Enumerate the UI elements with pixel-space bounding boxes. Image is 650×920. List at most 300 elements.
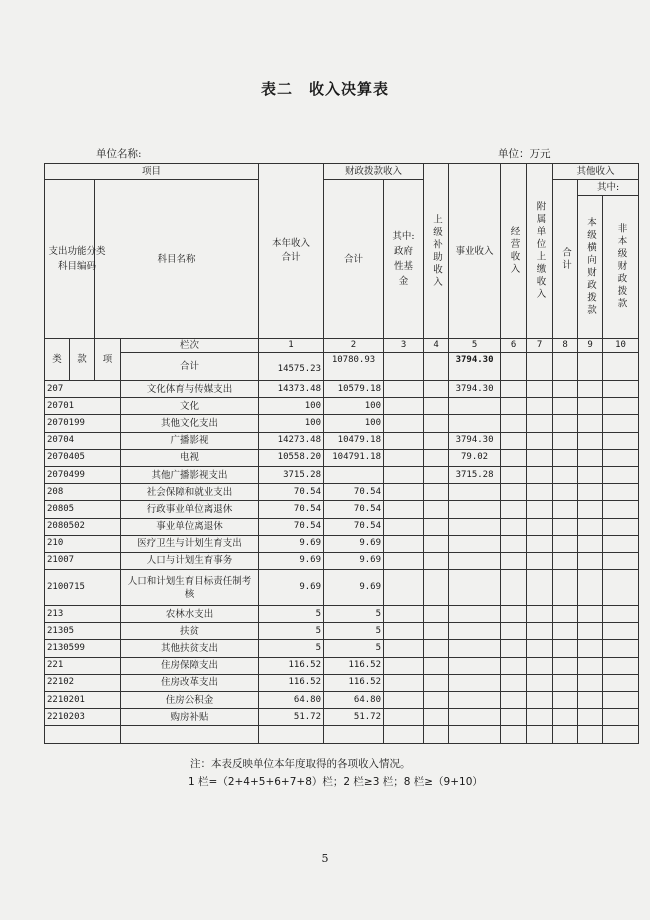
cell [578,552,603,569]
cell [384,726,424,743]
row-business [449,415,501,432]
cell [603,535,639,552]
col-num: 10 [603,339,639,353]
row-fiscal: 10579.18 [324,381,384,398]
cell [603,570,639,606]
cell [501,606,527,623]
cell [553,692,578,709]
row-fiscal: 70.54 [324,501,384,518]
row-total: 70.54 [259,484,324,501]
cell [501,640,527,657]
row-business [449,657,501,674]
cell [578,674,603,691]
row-business [449,606,501,623]
cell [578,398,603,415]
cell [603,552,639,569]
header-total [259,164,324,339]
cell [553,381,578,398]
row-subject-name: 文化 [121,398,259,415]
cell [384,692,424,709]
cell [553,570,578,606]
cell [578,657,603,674]
cell [424,570,449,606]
cell [603,466,639,483]
row-subject-name: 社会保障和就业支出 [121,484,259,501]
col-num: 7 [527,339,553,353]
table-row [45,415,639,432]
row-subject-name: 住房改革支出 [121,674,259,691]
row-total: 5 [259,623,324,640]
cell [578,484,603,501]
cell [501,709,527,726]
col-num: 1 [259,339,324,353]
header-kuan: 款 [70,339,95,381]
row-code: 22102 [45,674,121,691]
cell [578,640,603,657]
header-of-which: 其中: [578,180,639,196]
cell [384,640,424,657]
row-subject-name: 电视 [121,449,259,466]
cell [384,623,424,640]
row-business: 3794.30 [449,381,501,398]
cell [603,623,639,640]
header-other-group: 其他收入 [553,164,639,180]
total-row-total: 14575.23 [259,353,324,381]
cell [424,657,449,674]
col-num: 8 [553,339,578,353]
row-code: 2210201 [45,692,121,709]
cell [578,606,603,623]
header-horizontal [578,196,603,339]
row-total: 70.54 [259,501,324,518]
row-code: 207 [45,381,121,398]
cell [501,381,527,398]
table-row [45,623,639,640]
row-fiscal: 9.69 [324,570,384,606]
cell [424,415,449,432]
note-line-2: 1 栏=（2+4+5+6+7+8）栏；2 栏≥3 栏；8 栏≥（9+10） [188,776,483,788]
table-row [45,606,639,623]
row-fiscal: 51.72 [324,709,384,726]
cell [384,657,424,674]
header-fiscal-group: 财政拨款收入 [324,164,424,180]
cell [424,623,449,640]
row-total: 9.69 [259,552,324,569]
col-num: 2 [324,339,384,353]
row-business: 3715.28 [449,466,501,483]
cell [603,353,639,381]
row-subject-name: 医疗卫生与计划生育支出 [121,535,259,552]
header-affiliated [527,164,553,339]
row-code: 2070405 [45,449,121,466]
header-upper-subsidy [424,164,449,339]
cell [578,692,603,709]
cell [501,623,527,640]
cell [384,501,424,518]
cell [424,398,449,415]
cell [501,552,527,569]
row-subject-name: 其他广播影视支出 [121,466,259,483]
row-business: 3794.30 [449,432,501,449]
cell [384,484,424,501]
col-num: 6 [501,339,527,353]
cell [578,726,603,743]
table-row [45,449,639,466]
row-fiscal: 100 [324,415,384,432]
cell [553,415,578,432]
total-row-fiscal: 10780.93 [324,353,384,381]
cell [553,535,578,552]
cell [424,449,449,466]
row-fiscal [324,726,384,743]
cell [527,552,553,569]
row-total: 100 [259,398,324,415]
cell [578,570,603,606]
cell [527,518,553,535]
cell [501,449,527,466]
page-number: 5 [321,852,329,865]
row-code [45,726,121,743]
cell [527,398,553,415]
cell [578,432,603,449]
row-subject-name: 扶贫 [121,623,259,640]
row-total: 100 [259,415,324,432]
cell [603,415,639,432]
row-business [449,518,501,535]
header-operating [501,164,527,339]
cell [527,415,553,432]
cell [424,606,449,623]
cell [384,570,424,606]
cell [603,674,639,691]
cell [553,353,578,381]
row-fiscal: 70.54 [324,484,384,501]
row-total: 10558.20 [259,449,324,466]
income-table [44,163,639,744]
header-subject: 科目名称 [95,180,259,339]
cell [527,709,553,726]
cell [424,692,449,709]
row-total: 64.80 [259,692,324,709]
cell [527,692,553,709]
cell [578,501,603,518]
header-other-total-text: 合计 [560,246,572,272]
cell [384,381,424,398]
table-row [45,381,639,398]
cell [553,432,578,449]
row-subject-name: 人口与计划生育事务 [121,552,259,569]
col-num: 9 [578,339,603,353]
cell [527,535,553,552]
header-horizontal-text: 本级横向财政拨款 [585,217,597,317]
cell [501,570,527,606]
header-affiliated-text: 附属单位上缴收入 [534,201,546,301]
row-total: 14373.48 [259,381,324,398]
cell [578,381,603,398]
cell [527,570,553,606]
row-total: 116.52 [259,674,324,691]
cell [553,484,578,501]
row-fiscal: 9.69 [324,535,384,552]
cell [603,484,639,501]
row-total: 3715.28 [259,466,324,483]
cell [424,501,449,518]
row-fiscal: 9.69 [324,552,384,569]
header-code [45,180,106,339]
table-row [45,432,639,449]
cell [501,398,527,415]
cell [501,353,527,381]
cell [424,552,449,569]
unit-label: 单位：万元 [498,148,551,160]
table-row [45,657,639,674]
page-title: 表二 收入决算表 [260,80,389,98]
header-gov-fund [384,180,424,339]
cell [527,623,553,640]
cell [603,381,639,398]
cell [501,518,527,535]
cell [578,415,603,432]
row-subject-name [121,726,259,743]
table-row [45,518,639,535]
row-total: 51.72 [259,709,324,726]
cell [578,466,603,483]
row-business [449,709,501,726]
cell [603,606,639,623]
col-num: 3 [384,339,424,353]
cell [553,709,578,726]
cell [553,623,578,640]
row-fiscal: 104791.18 [324,449,384,466]
cell [603,518,639,535]
cell [501,415,527,432]
row-total: 70.54 [259,518,324,535]
cell [603,398,639,415]
row-subject-name: 广播影视 [121,432,259,449]
cell [578,709,603,726]
row-business [449,398,501,415]
row-business [449,484,501,501]
cell [424,709,449,726]
cell [501,535,527,552]
cell [501,674,527,691]
table-row [45,501,639,518]
row-business [449,640,501,657]
row-code: 2100715 [45,570,121,606]
cell [527,657,553,674]
row-fiscal: 5 [324,623,384,640]
cell [603,449,639,466]
cell [603,657,639,674]
cell [424,484,449,501]
row-subject-name: 其他扶贫支出 [121,640,259,657]
row-business [449,674,501,691]
note-line-1: 注：本表反映单位本年度取得的各项收入情况。 [190,758,411,770]
col-num: 4 [424,339,449,353]
row-code: 2210203 [45,709,121,726]
cell [553,518,578,535]
header-code-text: 支出功能分类科目编码 [48,246,106,272]
cell [527,449,553,466]
row-code: 2130599 [45,640,121,657]
cell [501,692,527,709]
cell [424,466,449,483]
cell [553,674,578,691]
cell [384,353,424,381]
row-subject-name: 事业单位离退休 [121,518,259,535]
row-fiscal: 5 [324,640,384,657]
row-total: 9.69 [259,570,324,606]
cell [603,709,639,726]
cell [603,726,639,743]
row-business [449,570,501,606]
row-total: 116.52 [259,657,324,674]
row-subject-name: 住房保障支出 [121,657,259,674]
header-nonlocal-text: 非本级财政拨款 [615,223,627,311]
cell [384,432,424,449]
cell [424,640,449,657]
row-fiscal: 64.80 [324,692,384,709]
cell [527,501,553,518]
header-total-text: 本年收入合计 [272,238,311,263]
cell [553,640,578,657]
header-nonlocal [603,196,639,339]
cell [384,415,424,432]
header-project: 项目 [45,164,259,180]
cell [527,606,553,623]
cell [424,432,449,449]
cell [384,674,424,691]
row-fiscal: 116.52 [324,674,384,691]
row-total: 5 [259,640,324,657]
row-code: 20704 [45,432,121,449]
table-row [45,484,639,501]
cell [501,466,527,483]
cell [424,381,449,398]
cell [384,606,424,623]
row-subject-name: 其他文化支出 [121,415,259,432]
table-body [45,381,639,744]
cell [578,535,603,552]
cell [578,623,603,640]
cell [527,432,553,449]
cell [384,552,424,569]
cell [603,692,639,709]
cell [553,449,578,466]
row-code: 21007 [45,552,121,569]
cell [553,657,578,674]
column-index-label: 栏次 [121,339,259,353]
header-gov-fund-text: 其中:政府性基金 [392,231,415,287]
cell [384,709,424,726]
table-row [45,552,639,569]
cell [527,381,553,398]
cell [424,674,449,691]
row-code: 2070199 [45,415,121,432]
cell [424,518,449,535]
table-row [45,535,639,552]
row-subject-name: 人口和计划生育目标责任制考核 [121,570,259,606]
table-row [45,398,639,415]
cell [501,726,527,743]
row-code: 210 [45,535,121,552]
total-row-business: 3794.30 [449,353,501,381]
header-operating-text: 经营收入 [508,226,520,276]
cell [578,353,603,381]
row-fiscal: 116.52 [324,657,384,674]
cell [384,535,424,552]
total-row-label: 合计 [121,353,259,381]
row-code: 208 [45,484,121,501]
row-code: 20701 [45,398,121,415]
row-code: 2070499 [45,466,121,483]
row-business [449,501,501,518]
table-row [45,466,639,483]
row-business [449,726,501,743]
cell [527,726,553,743]
row-fiscal [324,466,384,483]
header-business: 事业收入 [449,164,501,339]
cell [603,501,639,518]
row-business [449,692,501,709]
row-subject-name: 农林水支出 [121,606,259,623]
row-code: 221 [45,657,121,674]
cell [553,398,578,415]
row-fiscal: 5 [324,606,384,623]
row-fiscal: 10479.18 [324,432,384,449]
cell [578,518,603,535]
header-xiang: 项 [95,339,121,381]
cell [501,432,527,449]
cell [384,466,424,483]
cell [527,466,553,483]
cell [553,552,578,569]
table-row [45,709,639,726]
cell [501,501,527,518]
row-code: 20805 [45,501,121,518]
row-business [449,535,501,552]
cell [501,657,527,674]
header-lei: 类 [45,339,70,381]
row-total: 5 [259,606,324,623]
cell [553,726,578,743]
cell [527,640,553,657]
cell [553,606,578,623]
row-code: 2080502 [45,518,121,535]
header-other-total [553,180,578,339]
cell [424,726,449,743]
row-code: 213 [45,606,121,623]
row-fiscal: 70.54 [324,518,384,535]
row-subject-name: 文化体育与传媒支出 [121,381,259,398]
row-subject-name: 住房公积金 [121,692,259,709]
row-business [449,623,501,640]
cell [384,398,424,415]
table-row [45,692,639,709]
unit-name-label: 单位名称: [96,148,142,160]
cell [553,501,578,518]
cell [384,518,424,535]
cell [527,484,553,501]
cell [424,353,449,381]
col-num: 5 [449,339,501,353]
row-business [449,552,501,569]
cell [603,640,639,657]
cell [578,449,603,466]
table-row [45,570,639,606]
cell [527,353,553,381]
row-total: 9.69 [259,535,324,552]
